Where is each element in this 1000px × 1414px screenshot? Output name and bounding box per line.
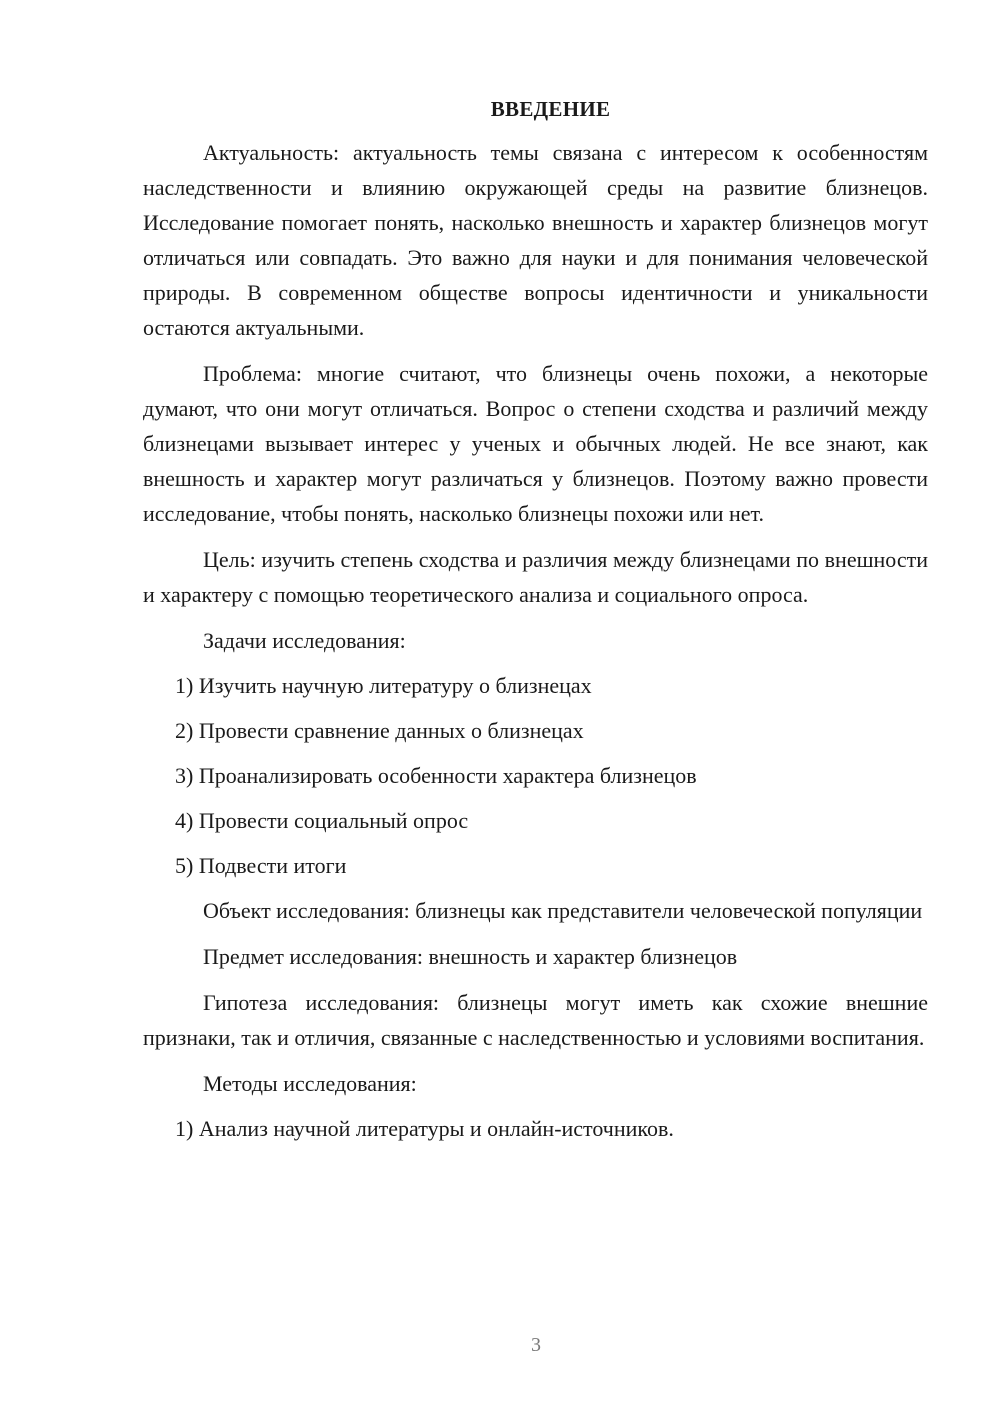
document-page — [143, 92, 928, 1156]
relevance-paragraph: Актуальность: актуальность темы связана с интересом к особенностям наследственности и влиянию окружающей среды на развитие близнецов. Исследование помогает понять, насколько внешность и характер близнецов могут отличаться или совпадать. Это важно для науки и для понимания человеческой природы. В современном обществе вопросы идентичности и уникальности остаются актуальными. — [143, 140, 928, 340]
page-number: 3 — [531, 1334, 541, 1356]
problem-paragraph: Проблема: многие считают, что близнецы очень похожи, а некоторые думают, что они могут отличаться. Вопрос о степени сходства и различий между близнецами вызывает интерес у ученых и обычных людей. Не все знают, как внешность и характер могут различаться у близнецов. Поэтому важно провести исследование, чтобы понять, насколько близнецы похожи или нет. — [143, 361, 928, 526]
list-item: 5) Подвести итоги — [175, 853, 347, 878]
tasks-heading: Задачи исследования: — [203, 628, 406, 653]
subject-paragraph: Предмет исследования: внешность и характер близнецов — [203, 944, 738, 969]
hypothesis-paragraph: Гипотеза исследования: близнецы могут иметь как схожие внешние признаки, так и отличия, связанные с наследственностью и условиями воспитания. — [143, 990, 928, 1050]
tasks-list — [143, 668, 928, 883]
object-paragraph: Объект исследования: близнецы как представители человеческой популяции — [203, 898, 923, 923]
list-item: 1) Изучить научную литературу о близнецах — [175, 673, 592, 698]
list-item: 4) Провести социальный опрос — [175, 808, 469, 833]
methods-list — [143, 1111, 928, 1146]
section-title: ВВЕДЕНИЕ — [490, 97, 611, 121]
list-item: 2) Провести сравнение данных о близнецах — [175, 718, 584, 743]
goal-paragraph: Цель: изучить степень сходства и различия между близнецами по внешности и характеру с помощью теоретического анализа и социального опроса. — [143, 547, 928, 607]
list-item: 1) Анализ научной литературы и онлайн-источников. — [175, 1116, 674, 1141]
methods-heading: Методы исследования: — [203, 1071, 417, 1096]
list-item: 3) Проанализировать особенности характера близнецов — [175, 763, 697, 788]
